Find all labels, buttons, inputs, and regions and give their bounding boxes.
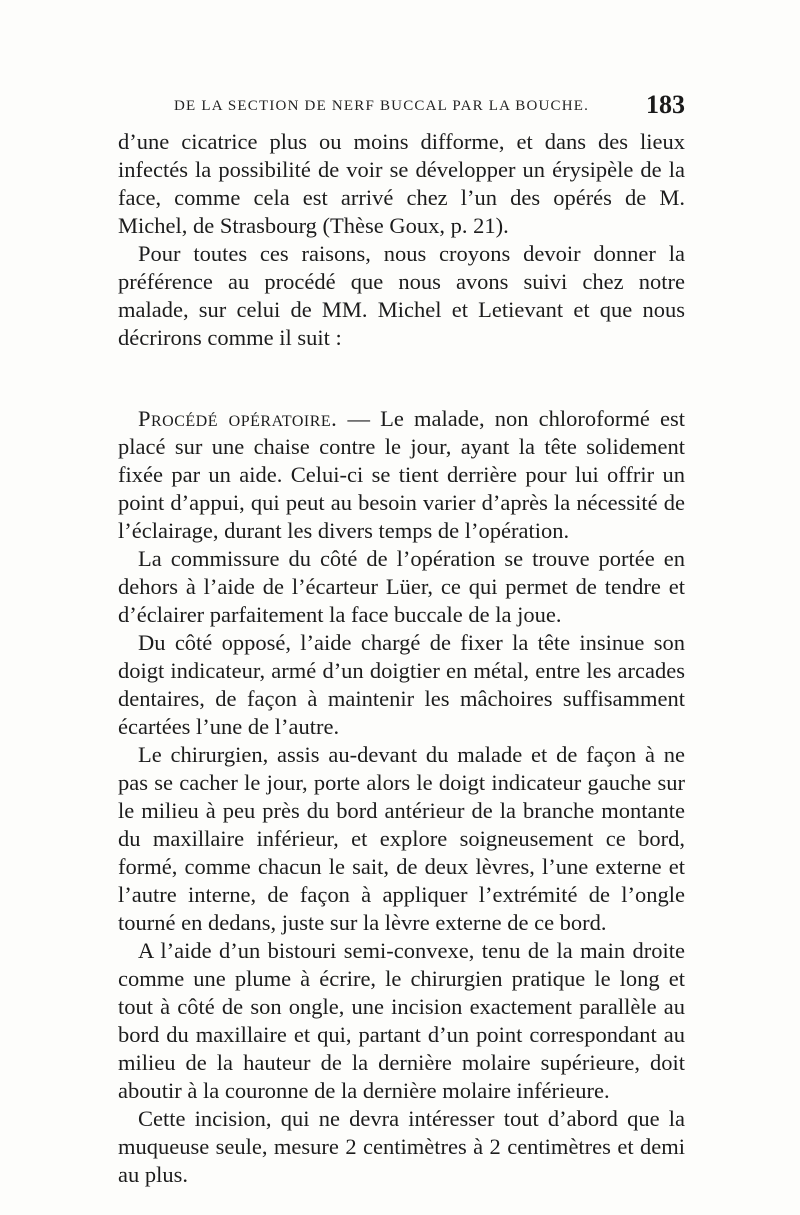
- paragraph-1: d’une cicatrice plus ou moins difforme, et dans des lieux infectés la possibilité de voir se développer un érysipèle de la face, comme cela est arrivé chez l’un des opérés de M. Michel, de Strasbourg (Thèse Goux, p. 21).: [118, 129, 685, 238]
- paragraph-2: Pour toutes ces raisons, nous croyons devoir donner la préférence au procédé que nous avons suivi chez notre malade, sur celui de MM. Michel et Letievant et que nous décrirons comme il suit :: [118, 241, 685, 350]
- running-head: [118, 90, 685, 124]
- paragraph-4: La commissure du côté de l’opération se trouve portée en dehors à l’aide de l’écarteur Lüer, ce qui permet de tendre et d’éclairer parfaitement la face buccale de la joue.: [118, 546, 685, 627]
- paragraph-7: A l’aide d’un bistouri semi-convexe, tenu de la main droite comme une plume à écrire, le chirurgien pratique le long et tout à côté de son ongle, une incision exactement parallèle au bord du maxillaire et qui, partant d’un point correspondant au milieu de la hauteur de la dernière molaire supérieure, doit aboutir à la couronne de la dernière molaire inférieure.: [118, 938, 685, 1103]
- section-title: Procédé opératoire.: [138, 406, 338, 431]
- page-number: 183: [646, 90, 685, 119]
- running-title: DE LA SECTION DE NERF BUCCAL PAR LA BOUCHE.: [174, 98, 590, 114]
- paragraph-3: [118, 405, 685, 545]
- paragraph-8: Cette incision, qui ne devra intéresser tout d’abord que la muqueuse seule, mesure 2 centimètres à 2 centimètres et demi au plus.: [118, 1106, 685, 1187]
- paragraph-3-rest: — Le malade, non chloroformé est placé sur une chaise contre le jour, ayant la tête solidement fixée par un aide. Celui-ci se tient derrière pour lui offrir un point d’appui, qui peut au besoin varier d’après la nécessité de l’éclairage, durant les divers temps de l’opération.: [118, 406, 685, 543]
- paragraph-5: Du côté opposé, l’aide chargé de fixer la tête insinue son doigt indicateur, armé d’un doigtier en métal, entre les arcades dentaires, de façon à maintenir les mâchoires suffisamment écartées l’une de l’autre.: [118, 630, 685, 739]
- body-text: [118, 128, 685, 1189]
- paragraph-6: Le chirurgien, assis au-devant du malade et de façon à ne pas se cacher le jour, porte alors le doigt indicateur gauche sur le milieu à peu près du bord antérieur de la branche montante du maxillaire inférieur, et explore soigneusement ce bord, formé, comme chacun le sait, de deux lèvres, l’une externe et l’autre interne, de façon à appliquer l’extrémité de l’ongle tourné en dedans, juste sur la lèvre externe de ce bord.: [118, 742, 685, 935]
- section-gap: [118, 352, 685, 405]
